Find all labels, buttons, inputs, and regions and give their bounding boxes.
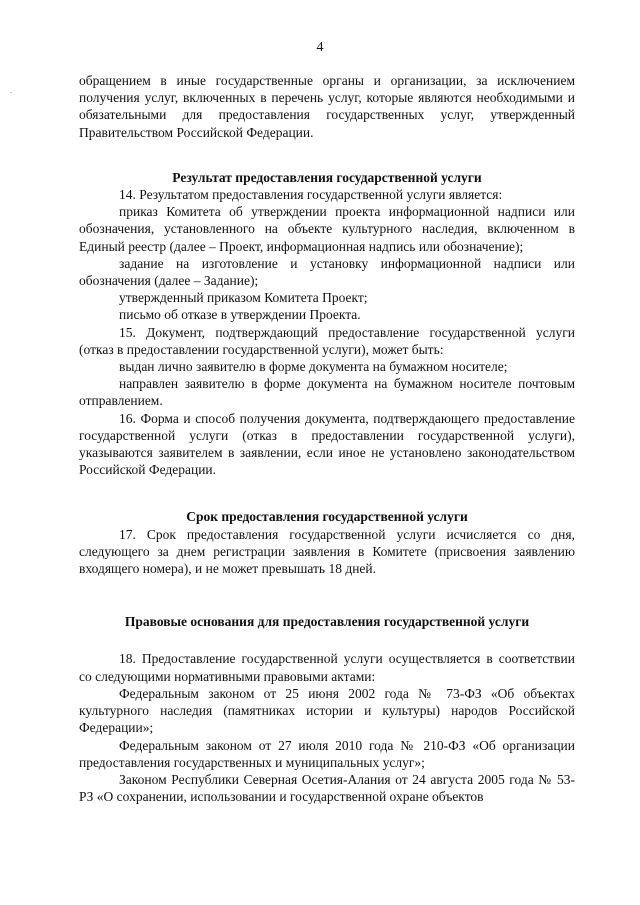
section-heading-legal: Правовые основания для предоставления государственной услуги bbox=[124, 614, 530, 630]
paragraph-law-73fz: Федеральным законом от 25 июня 2002 года № 73-ФЗ «Об объектах культурного наследия (памятниках истории и культуры) народов Российской Федерации»; bbox=[79, 685, 575, 736]
paragraph-task: задание на изготовление и установку информационной надписи или обозначения (далее – Задание); bbox=[79, 255, 575, 289]
paragraph-18: 18. Предоставление государственной услуги осуществляется в соответствии со следующими нормативными правовыми актами: bbox=[79, 651, 575, 684]
paragraph-17: 17. Срок предоставления государственной услуги исчисляется со дня, следующего за днем регистрации заявления в Комитете (присвоения заявлению входящего номера), и не может превышать 18 дней. bbox=[79, 526, 575, 577]
section-heading-term: Срок предоставления государственной услуги bbox=[186, 509, 468, 525]
paragraph-law-210fz: Федеральным законом от 27 июля 2010 года № 210-ФЗ «Об организации предоставления государственных и муниципальных услуг»; bbox=[79, 737, 575, 770]
section-heading-result: Результат предоставления государственной услуги bbox=[172, 169, 482, 185]
paragraph-by-post: направлен заявителю в форме документа на бумажном носителе почтовым отправлением. bbox=[79, 376, 575, 409]
paragraph-16: 16. Форма и способ получения документа, подтверждающего предоставление государственной услуги (отказ в предоставлении государственной услуги), указываются заявителем в заявлении, если иное не установлено законодательством Российской Федерации. bbox=[79, 410, 575, 478]
document-body bbox=[79, 72, 575, 805]
paragraph-14: 14. Результатом предоставления государственной услуги является: bbox=[119, 187, 503, 203]
paragraph-15: 15. Документ, подтверждающий предоставление государственной услуги (отказ в предоставлении государственной услуги), может быть: bbox=[79, 324, 575, 357]
intro-paragraph: обращением в иные государственные органы и организации, за исключением получения услуг, включенных в перечень услуг, которые являются необходимыми и обязательными для предоставления государственных услуг, утвержденный Правительством Российской Федерации. bbox=[79, 73, 575, 140]
page-number: 4 bbox=[316, 40, 324, 55]
paragraph-approved: утвержденный приказом Комитета Проект; bbox=[119, 290, 368, 306]
paragraph-order: приказ Комитета об утверждении проекта информационной надписи или обозначения, установленного на объекте культурного наследия, включенном в Единый реестр (далее – Проект, информационная надпись или обозначение); bbox=[79, 204, 575, 254]
paragraph-law-53rz: Законом Республики Северная Осетия-Алания от 24 августа 2005 года № 53-РЗ «О сохранении, использовании и государственной охране объектов bbox=[79, 771, 575, 805]
scan-mark: . bbox=[10, 86, 12, 95]
paragraph-refusal: письмо об отказе в утверждении Проекта. bbox=[119, 307, 361, 323]
paragraph-in-person: выдан лично заявителю в форме документа на бумажном носителе; bbox=[119, 359, 508, 375]
